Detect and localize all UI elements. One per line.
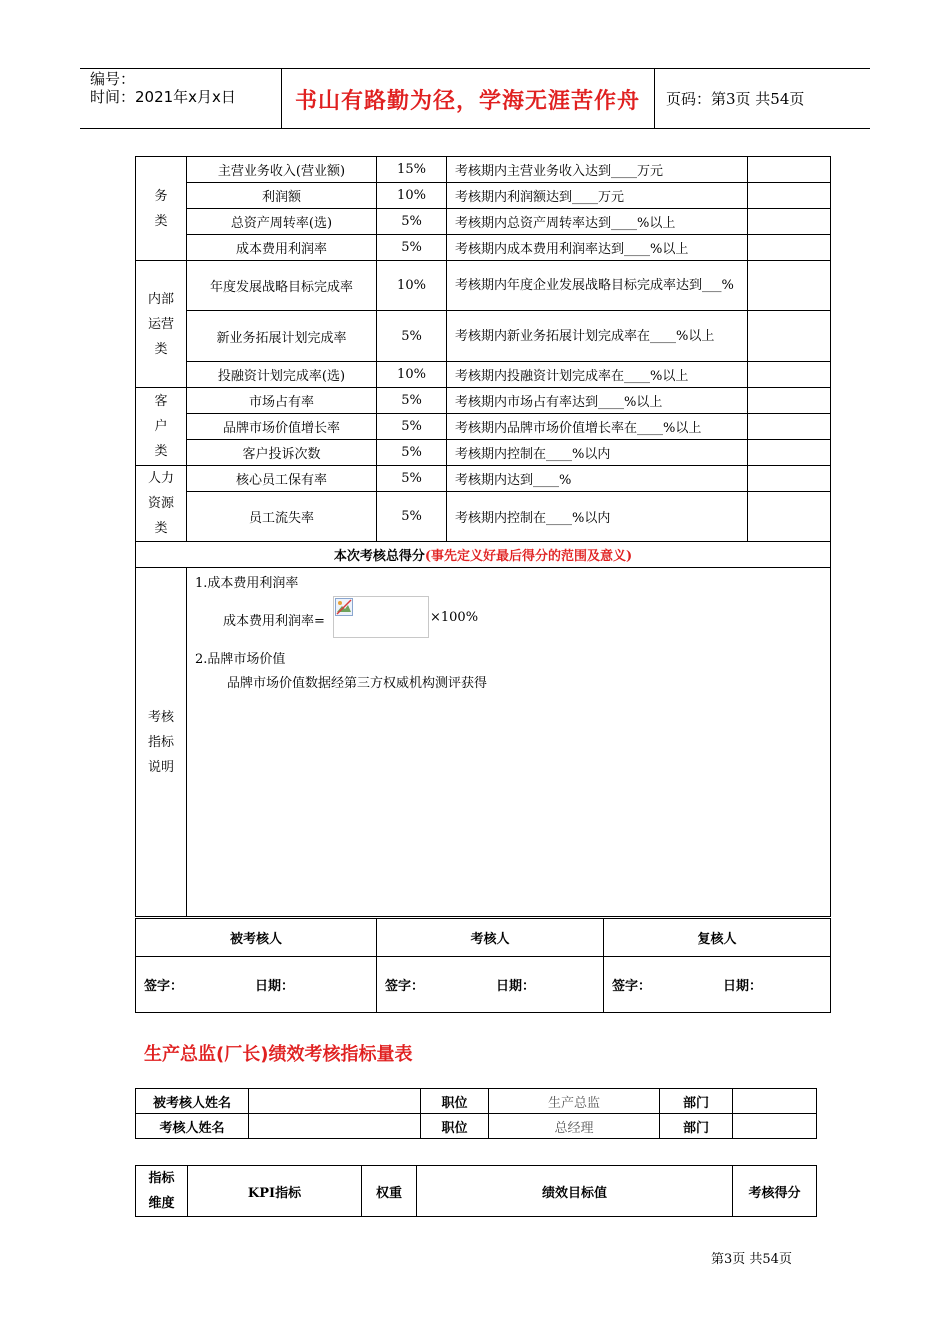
table-row — [136, 466, 831, 492]
formula-image-placeholder — [333, 596, 429, 638]
total-score-note: (事先定义好最后得分的范围及意义) — [424, 549, 633, 564]
header-number-label: 编号： — [90, 70, 136, 88]
dimension-header: 指标 维度 — [136, 1166, 188, 1217]
score-cell[interactable] — [748, 466, 831, 492]
kpi-cell: 年度发展战略目标完成率 — [187, 261, 377, 311]
group-customer: 客 户 类 — [136, 388, 187, 466]
date-label: 日期： — [496, 979, 536, 994]
table-row — [136, 1114, 817, 1139]
header-page-label: 页码：第3页 共54页 — [666, 90, 805, 108]
header-left — [90, 70, 236, 106]
examiner-dept-field[interactable] — [733, 1114, 817, 1139]
position-label: 职位 — [421, 1089, 489, 1114]
examiner-position-value: 总经理 — [489, 1114, 660, 1139]
kpi-cell: 员工流失率 — [187, 492, 377, 542]
table-row — [136, 492, 831, 542]
kpi-cell: 投融资计划完成率(选) — [187, 362, 377, 388]
target-header: 绩效目标值 — [417, 1166, 733, 1217]
target-cell: 考核期内达到____% — [447, 466, 748, 492]
examiner-header: 考核人 — [377, 919, 604, 957]
broken-image-icon — [335, 598, 353, 616]
group-internal: 内部 运营 类 — [136, 261, 187, 388]
table-row — [136, 235, 831, 261]
kpi-cell: 市场占有率 — [187, 388, 377, 414]
score-cell[interactable] — [748, 209, 831, 235]
reviewer-sign-cell[interactable] — [604, 957, 831, 1013]
reviewer-header: 复核人 — [604, 919, 831, 957]
kpi-table-continued — [135, 156, 831, 917]
score-cell[interactable] — [748, 414, 831, 440]
kpi-header-table — [135, 1165, 817, 1217]
table-row — [136, 209, 831, 235]
group-finance: 务 类 — [136, 157, 187, 261]
table-row — [136, 414, 831, 440]
kpi-header: KPI指标 — [188, 1166, 362, 1217]
kpi-cell: 品牌市场价值增长率 — [187, 414, 377, 440]
sign-label: 签字： — [385, 979, 425, 994]
weight-cell: 5% — [377, 492, 447, 542]
weight-header: 权重 — [362, 1166, 417, 1217]
table-row — [136, 440, 831, 466]
weight-cell: 5% — [377, 388, 447, 414]
score-cell[interactable] — [748, 388, 831, 414]
target-cell: 考核期内投融资计划完成率在____%以上 — [447, 362, 748, 388]
score-cell[interactable] — [748, 362, 831, 388]
examinee-header: 被考核人 — [136, 919, 377, 957]
score-cell[interactable] — [748, 492, 831, 542]
weight-cell: 15% — [377, 157, 447, 183]
weight-cell: 5% — [377, 311, 447, 362]
score-header: 考核得分 — [733, 1166, 817, 1217]
score-cell[interactable] — [748, 235, 831, 261]
examinee-name-field[interactable] — [249, 1089, 421, 1114]
weight-cell: 10% — [377, 362, 447, 388]
explain-formula-prefix: 成本费用利润率= — [223, 614, 325, 629]
explain-row — [136, 568, 831, 917]
target-cell: 考核期内控制在____%以内 — [447, 440, 748, 466]
score-cell[interactable] — [748, 311, 831, 362]
score-cell[interactable] — [748, 261, 831, 311]
examinee-name-label: 被考核人姓名 — [136, 1089, 249, 1114]
weight-cell: 10% — [377, 183, 447, 209]
weight-cell: 5% — [377, 440, 447, 466]
table-row — [136, 261, 831, 311]
examinee-dept-field[interactable] — [733, 1089, 817, 1114]
header-top-rule — [80, 68, 870, 69]
group-hr: 人力 资源 类 — [136, 466, 187, 542]
header-time-label: 时间：2021年x月x日 — [90, 88, 236, 106]
personnel-info-table — [135, 1088, 817, 1139]
explain-label: 考核 指标 说明 — [136, 568, 187, 917]
target-cell: 考核期内利润额达到____万元 — [447, 183, 748, 209]
target-cell: 考核期内市场占有率达到____%以上 — [447, 388, 748, 414]
dept-label: 部门 — [660, 1089, 733, 1114]
kpi-header-row — [136, 1166, 817, 1217]
table-row — [136, 157, 831, 183]
dept-label: 部门 — [660, 1114, 733, 1139]
date-label: 日期： — [723, 979, 763, 994]
kpi-cell: 新业务拓展计划完成率 — [187, 311, 377, 362]
sign-label: 签字： — [144, 979, 184, 994]
explain-item2-text: 品牌市场价值数据经第三方权威机构测评获得 — [227, 676, 488, 691]
signoff-header-row — [136, 919, 831, 957]
explain-item2-title: 2.品牌市场价值 — [195, 652, 286, 667]
score-cell[interactable] — [748, 157, 831, 183]
score-cell[interactable] — [748, 440, 831, 466]
explain-item1-title: 1.成本费用利润率 — [195, 576, 299, 591]
table-row — [136, 362, 831, 388]
kpi-cell: 利润额 — [187, 183, 377, 209]
table-row — [136, 183, 831, 209]
header-bottom-rule — [80, 128, 870, 129]
header-motto: 书山有路勤为径，学海无涯苦作舟 — [294, 89, 640, 114]
examiner-name-label: 考核人姓名 — [136, 1114, 249, 1139]
target-cell: 考核期内成本费用利润率达到____%以上 — [447, 235, 748, 261]
examiner-sign-cell[interactable] — [377, 957, 604, 1013]
header-divider — [654, 68, 655, 128]
date-label: 日期： — [255, 979, 295, 994]
weight-cell: 5% — [377, 466, 447, 492]
table-row — [136, 1089, 817, 1114]
signoff-sign-row — [136, 957, 831, 1013]
total-score-row — [136, 542, 831, 568]
signoff-table — [135, 918, 831, 1013]
total-score-cell — [136, 542, 831, 568]
target-cell: 考核期内品牌市场价值增长率在____%以上 — [447, 414, 748, 440]
kpi-cell: 主营业务收入(营业额) — [187, 157, 377, 183]
footer-page-number: 第3页 共54页 — [711, 1252, 792, 1267]
kpi-cell: 客户投诉次数 — [187, 440, 377, 466]
kpi-cell: 成本费用利润率 — [187, 235, 377, 261]
table-row — [136, 311, 831, 362]
examinee-position-value: 生产总监 — [489, 1089, 660, 1114]
sign-label: 签字： — [612, 979, 652, 994]
weight-cell: 5% — [377, 414, 447, 440]
target-cell: 考核期内主营业务收入达到____万元 — [447, 157, 748, 183]
examinee-sign-cell[interactable] — [136, 957, 377, 1013]
kpi-cell: 核心员工保有率 — [187, 466, 377, 492]
position-label: 职位 — [421, 1114, 489, 1139]
weight-cell: 5% — [377, 235, 447, 261]
target-cell: 考核期内总资产周转率达到____%以上 — [447, 209, 748, 235]
target-cell: 考核期内控制在____%以内 — [447, 492, 748, 542]
score-cell[interactable] — [748, 183, 831, 209]
kpi-cell: 总资产周转率(选) — [187, 209, 377, 235]
explain-cell — [187, 568, 831, 917]
total-score-label: 本次考核总得分 — [333, 549, 425, 564]
weight-cell: 10% — [377, 261, 447, 311]
explain-formula-suffix: ×100% — [430, 610, 479, 625]
target-cell: 考核期内新业务拓展计划完成率在____%以上 — [447, 311, 748, 362]
examiner-name-field[interactable] — [249, 1114, 421, 1139]
section-title: 生产总监(厂长)绩效考核指标量表 — [144, 1044, 413, 1065]
table-row — [136, 388, 831, 414]
target-cell: 考核期内年度企业发展战略目标完成率达到___% — [447, 261, 748, 311]
weight-cell: 5% — [377, 209, 447, 235]
